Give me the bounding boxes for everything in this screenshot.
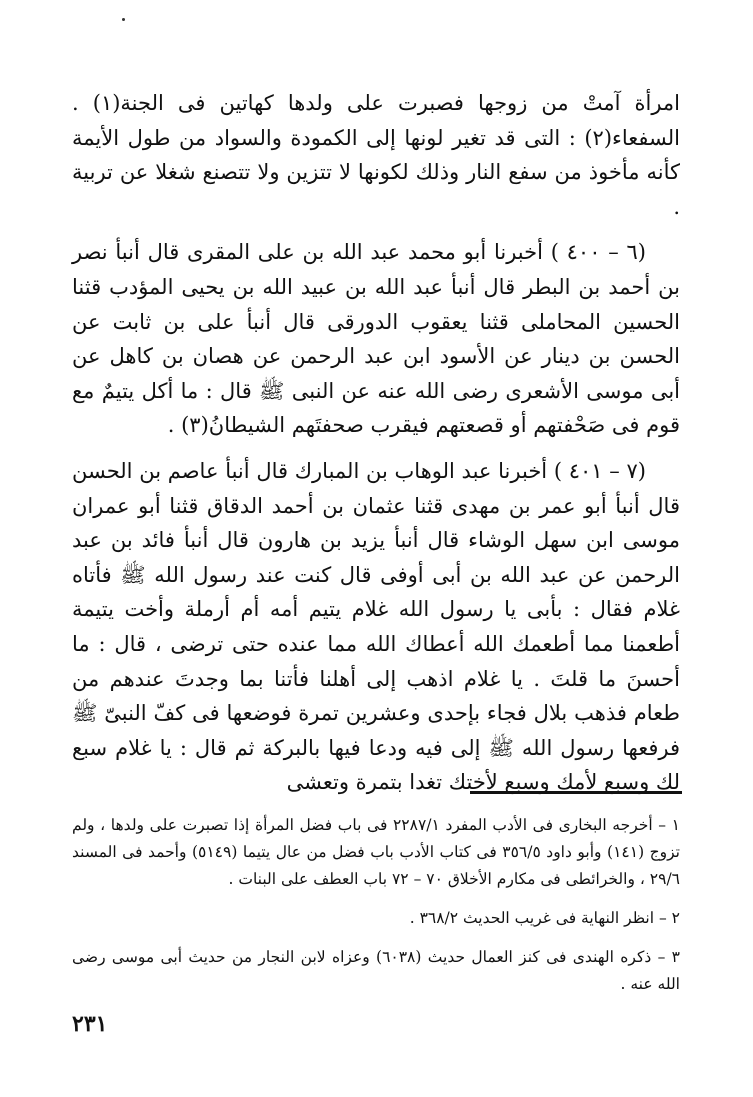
main-text	[72, 86, 680, 800]
paragraph-continuation: امرأة آمتْ من زوجها فصبرت على ولدها كهاتين فى الجنة(١) . السفعاء(٢) : التى قد تغير لونها إلى الكمودة والسواد من طول الأيمة كأنه مأخوذ من سفع النار وذلك لكونها لا تتزين ولا تتصنع شغلا عن تربية .	[72, 91, 680, 219]
footnote-divider	[470, 791, 682, 794]
footnote-3: ٣ – ذكره الهندى فى كنز العمال حديث (٦٠٣٨) وعزاه لابن النجار من حديث أبى موسى رضى الله عنه .	[72, 948, 680, 993]
footnote-1: ١ – أخرجه البخارى فى الأدب المفرد ٢٢٨٧/١ فى باب فضل المرأة إذا تصبرت على ولدها ، ولم تزوج (١٤١) وأبو داود ٣٥٦/٥ فى كتاب الأدب باب فضل من عال يتيما (٥١٤٩) وأحمد فى المسند ٢٩/٦ ، والخرائطى فى مكارم الأخلاق ٧٠ – ٧٢ باب العطف على البنات .	[72, 816, 680, 888]
footnote-2: ٢ – انظر النهاية فى غريب الحديث ٣٦٨/٢ .	[409, 909, 680, 927]
hadith-401: (٧ – ٤٠١ ) أخبرنا عبد الوهاب بن المبارك قال أنبأ عاصم بن الحسن قال أنبأ أبو عمر بن مهدى قثنا عثمان بن أحمد الدقاق قثنا أبو عمران موسى ابن سهل الوشاء قال أنبأ يزيد بن هارون قال أنبأ فائد بن عبد الرحمن عن عبد الله بن أبى أوفى قال كنت عند رسول الله ﷺ فأتاه غلام فقال : بأبى يا رسول الله غلام يتيم أمه أم أرملة وأخت يتيمة أطعمنا مما أطعمك الله أعطاك الله مما عنده حتى ترضى ، قال : ما أحسنَ ما قلتَ . يا غلام اذهب إلى أهلنا فأتنا بما وجدتَ عندهم من طعام فذهب بلال فجاء بإحدى وعشرين تمرة فوضعها فى كفّ النبىّ ﷺ فرفعها رسول الله ﷺ إلى فيه ودعا فيها بالبركة ثم قال : يا غلام سبع لك وسبع لأمك وسبع لأختك تغدا بتمرة وتعشى	[72, 458, 680, 795]
ink-speck	[122, 18, 125, 21]
page-number: ٢٣١	[72, 1011, 108, 1037]
hadith-400: (٦ – ٤٠٠ ) أخبرنا أبو محمد عبد الله بن على المقرى قال أنبأ نصر بن أحمد بن البطر قال أنبأ عبد الله بن عبيد الله بن يحيى المؤدب قثنا الحسين المحاملى قثنا يعقوب الدورقى قال أنبأ على بن ثابت عن الحسن بن دينار عن الأسود ابن عبد الرحمن عن هصان بن كاهل عن أبى موسى الأشعرى رضى الله عنه عن النبى ﷺ قال : ما أكل يتيمٌ مع قوم فى صَحْفتهم أو قصعتهم فيقرب صحفتَهم الشيطانُ(٣) .	[72, 240, 680, 438]
footnotes	[72, 812, 680, 998]
